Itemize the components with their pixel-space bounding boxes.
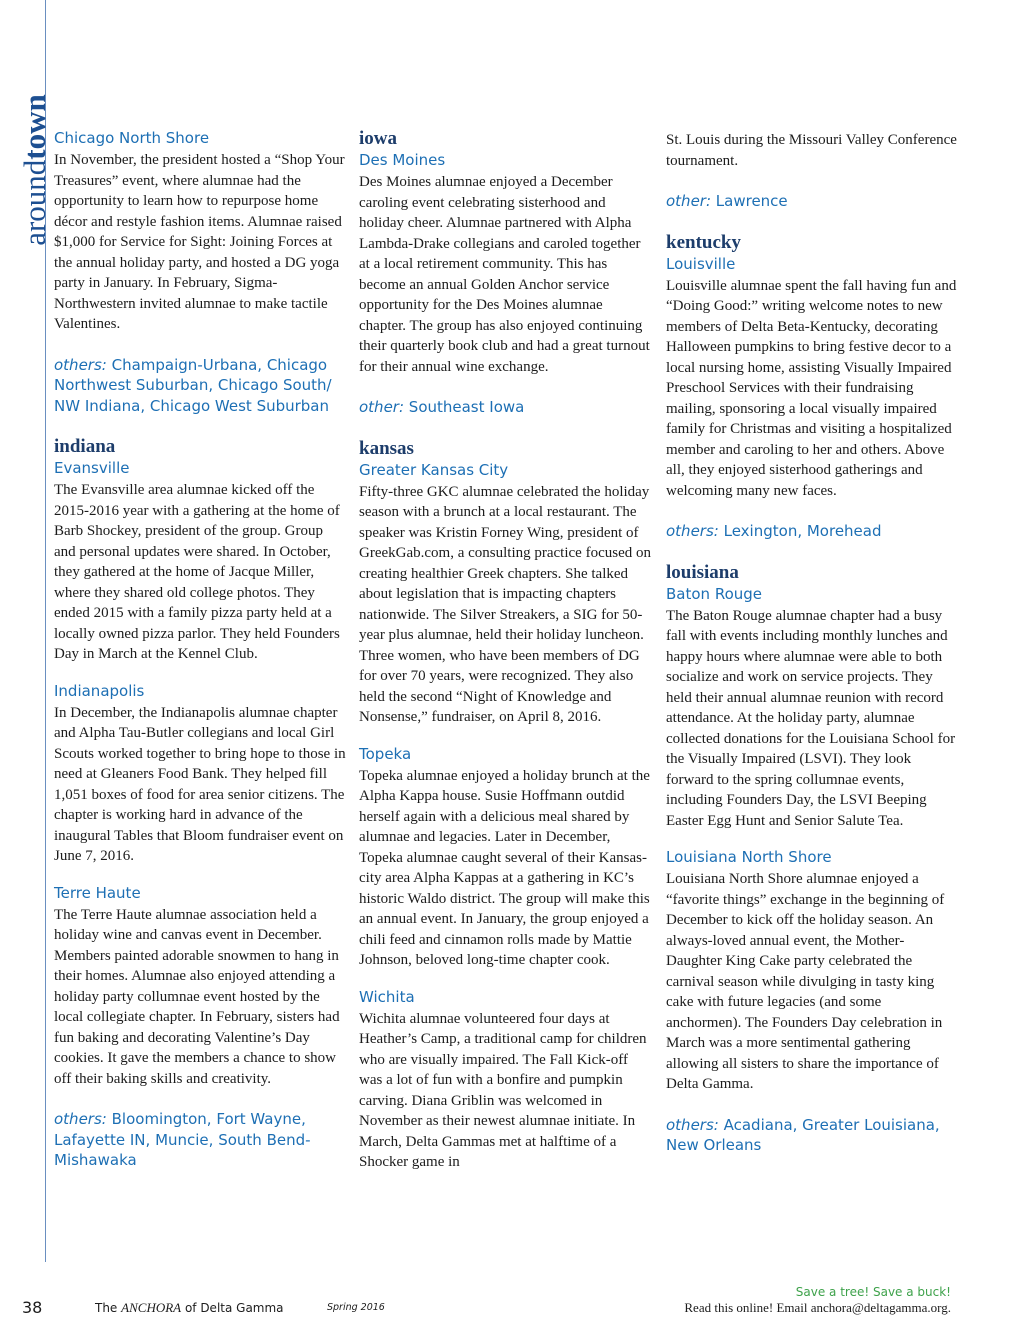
others-louisiana	[666, 1115, 958, 1156]
column-1	[54, 128, 346, 1171]
body-topeka: Topeka alumnae enjoyed a holiday brunch at the Alpha Kappa house. Susie Hoffmann outdid herself again with a delicious meal shared by alumnae and legacies. Later in December, Topeka alumnae caught several of their Kansas-city area Alpha Kappas at a gathering in KC’s historic Waldo district. The group will make this an annual event. In January, the group enjoyed a chili feed and cinnamon rolls made by Mattie Johnson, beloved long-time chapter cook.	[359, 767, 650, 968]
heading-evansville: Evansville	[54, 459, 130, 477]
page-number: 38	[22, 1298, 43, 1317]
magazine-name	[95, 1300, 284, 1316]
body-greater-kansas-city: Fifty-three GKC alumnae celebrated the holiday season with a brunch at a local restaurant. The speaker was Kristin Forney Wing, president of GreekGab.com, a consulting practice focused on creating healthier Greek chapters. She talked about legislation that is impacting chapters nationwide. The Silver Streakers, a SIG for 50-year plus alumnae, held their holiday luncheon. Three women, who have been members of DG for over 70 years, were recognized. They also held the second “Night of Knowledge and Nonsense,” fundraiser, on April 8, 2016.	[359, 483, 651, 725]
page-footer	[0, 1285, 1024, 1330]
body-des-moines: Des Moines alumnae enjoyed a December caroling event celebrating sisterhood and holiday cheer. Alumnae partnered with Alpha Lambda-Drake collegians and caroled together at a local retirement community. This has become an annual Golden Anchor service opportunity for the Des Moines alumnae chapter. The group has also enjoyed continuing their quarterly book club and had a great turnout for their annual wine exchange.	[359, 174, 650, 375]
others-kentucky	[666, 521, 958, 542]
others-label: others:	[666, 1115, 719, 1134]
heading-wichita: Wichita	[359, 987, 415, 1006]
body-evansville: The Evansville area alumnae kicked off the 2015-2016 year with a gathering at the home of Barb Shockey, president of the group. Group and personal updates were shared. In October, they gathered at the home of Jacque Miller, where they shared old college photos. They ended 2015 with a family pizza party held at a locally owned pizza parlor. They held Founders Day in March at the Kennel Club.	[54, 482, 340, 662]
heading-indianapolis: Indianapolis	[54, 681, 145, 700]
others-indiana	[54, 1109, 346, 1171]
body-wichita: Wichita alumnae volunteered four days at Heather’s Camp, a traditional camp for children who are visually impaired. The Fall Kick-off was a lot of fun with a bonfire and pumpkin carving. Diana Griblin was welcomed in November as their newest alumnae initiate. In March, Delta Gammas met at halftime of a Shocker game in	[359, 1010, 647, 1170]
read-online-note: Read this online! Email anchora@deltagamma.org.	[684, 1300, 951, 1315]
section-title-around-town	[15, 60, 55, 280]
section-title-around: around	[17, 159, 52, 246]
heading-baton-rouge: Baton Rouge	[666, 584, 762, 603]
others-illinois	[54, 355, 346, 417]
state-iowa: iowa	[359, 128, 397, 149]
body-chicago-north-shore: In November, the president hosted a “Shop Your Treasures” event, where alumnae had the opportunity to learn how to repurpose home décor and restyle fashion items. Alumnae raised $1,000 for Service for Sight: Joining Forces at the annual holiday party, and hosted a DG yoga party in January. In February, Sigma-Northwestern invited alumnae to make tactile Valentines.	[54, 152, 345, 332]
others-list: Acadiana, Greater Louisiana, New Orleans	[666, 1115, 940, 1154]
body-louisiana-north-shore: Louisiana North Shore alumnae enjoyed a “favorite things” exchange in the beginning of December to kick off the holiday season. An always-loved annual event, the Mother-Daughter King Cake party celebrated the carnival season while divulging in tasty king cake with future legacies (and some anchormen). The Founders Day celebration in March was a more sentimental gathering allowing all sisters to share the importance of Delta Gamma.	[666, 871, 945, 1092]
magazine-name-title: ANCHORA	[121, 1300, 182, 1315]
body-baton-rouge: The Baton Rouge alumnae chapter had a busy fall with events including monthly lunches and happy hours where alumnae were able to both socialize and work on service projects. They held their annual alumnae reunion with record attendance. At the holiday party, alumnae collected donations for the Louisiana School for the Visually Impaired (LSVI). They look forward to the spring collumnae events, including Founders Day, the LSVI Beeping Easter Egg Hunt and Senior Salute Tea.	[666, 607, 956, 829]
others-label: other:	[359, 398, 405, 416]
section-title-town: town	[17, 94, 52, 160]
heading-terre-haute: Terre Haute	[54, 883, 141, 902]
column-2	[359, 128, 651, 1173]
state-kentucky: kentucky	[666, 231, 741, 253]
body-louisville: Louisville alumnae spent the fall having fun and “Doing Good:” writing welcome notes to new members of Delta Beta-Kentucky, decorating Halloween pumpkins to bring festive decor to a local nursing home, assisting Visually Impaired Preschool Services with their fundraising mailing, sponsoring a local visually impaired family for Christmas and visiting a hospitalized member and caroling to her and others. Above all, they enjoyed sisterhood gatherings and welcoming many new faces.	[666, 277, 957, 499]
others-list: Champaign-Urbana, Chicago Northwest Suburban, Chicago South/ NW Indiana, Chicago West Suburban	[54, 355, 332, 415]
body-indianapolis: In December, the Indianapolis alumnae chapter and Alpha Tau-Butler collegians and local Girl Scouts worked together to bring hope to those in need at Gleaners Food Bank. They helped fill 1,051 boxes of food for area senior citizens. The chapter is working hard in advance of the inaugural Tables that Bloom fundraiser event on June 7, 2016.	[54, 704, 346, 864]
others-list: Southeast Iowa	[408, 398, 525, 416]
others-label: others:	[666, 522, 719, 540]
state-louisiana: louisiana	[666, 561, 739, 583]
heading-louisiana-north-shore: Louisiana North Shore	[666, 848, 832, 866]
others-kansas	[666, 191, 958, 212]
heading-greater-kansas-city: Greater Kansas City	[359, 460, 509, 479]
heading-topeka: Topeka	[359, 744, 412, 763]
others-label: other:	[666, 192, 712, 210]
others-label: others:	[54, 1110, 107, 1128]
issue-season: Spring 2016	[327, 1302, 385, 1313]
body-terre-haute: The Terre Haute alumnae association held a holiday wine and canvas event in December. Members painted adorable snowmen to hang in their homes. Alumnae also enjoyed attending a holiday party collumnae event hosted by the local collegiate chapter. In February, sisters had fun baking and decorating Valentine’s Day cookies. It gave the members a chance to show off their baking skills and creativity.	[54, 906, 340, 1087]
others-iowa	[359, 397, 651, 418]
others-list: Lawrence	[715, 192, 788, 210]
save-tree-note: Save a tree! Save a buck!	[795, 1285, 951, 1299]
others-label: others:	[54, 355, 107, 374]
state-indiana: indiana	[54, 436, 116, 457]
magazine-name-suffix: of Delta Gamma	[184, 1301, 284, 1315]
body-wichita-continued: St. Louis during the Missouri Valley Conference tournament.	[666, 132, 957, 169]
state-kansas: kansas	[359, 437, 414, 459]
others-list: Bloomington, Fort Wayne, Lafayette IN, Muncie, South Bend-Mishawaka	[54, 1110, 311, 1169]
magazine-name-prefix: The	[95, 1301, 118, 1315]
others-list: Lexington, Morehead	[723, 522, 882, 540]
column-3	[666, 128, 958, 1156]
heading-chicago-north-shore: Chicago North Shore	[54, 129, 210, 147]
heading-louisville: Louisville	[666, 254, 736, 273]
heading-des-moines: Des Moines	[359, 151, 446, 169]
